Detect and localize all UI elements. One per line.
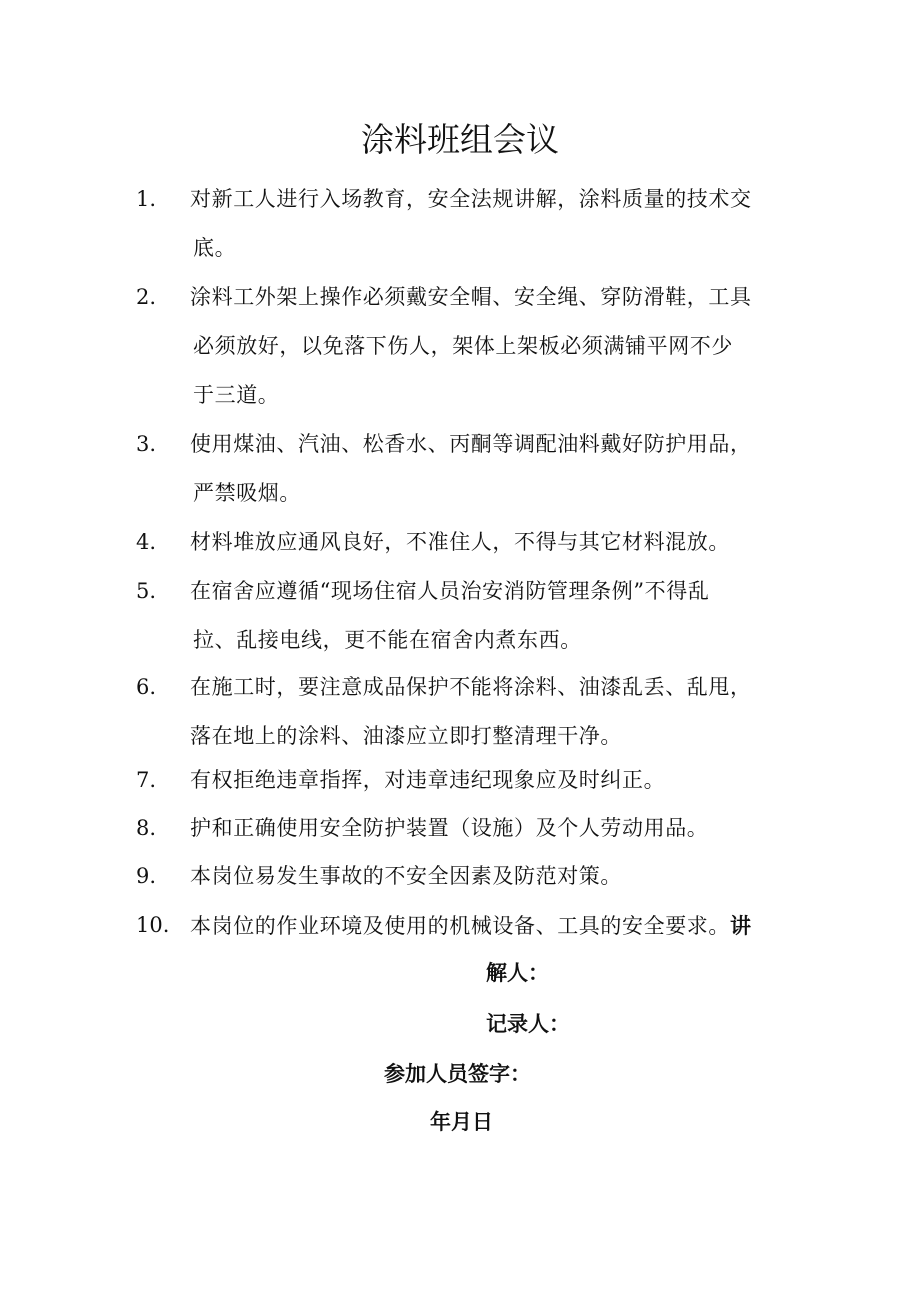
item-number: 9. <box>136 864 157 888</box>
item-number: 6. <box>136 675 157 699</box>
attendees-signature-label: 参加人员签字： <box>384 1061 531 1086</box>
item-number: 1. <box>136 187 157 211</box>
item-number: 7. <box>136 768 157 792</box>
item-text: 对新工人进行入场教育，安全法规讲解，涂料质量的技术交 底。 <box>190 187 752 260</box>
date-label: 年月日 <box>430 1109 493 1134</box>
lecturer-label: 解人： <box>486 960 549 985</box>
item-number: 3. <box>136 432 157 456</box>
item-text: 本岗位易发生事故的不安全因素及防范对策。 <box>190 864 622 888</box>
item-text: 使用煤油、汽油、松香水、丙酮等调配油料戴好防护用品， 严禁吸烟。 <box>190 432 752 505</box>
lecturer-prefix: 讲 <box>730 913 752 938</box>
page-title: 涂料班组会议 <box>361 120 559 159</box>
item-text: 材料堆放应通风良好，不准住人，不得与其它材料混放。 <box>190 530 730 554</box>
item-number: 8. <box>136 816 157 840</box>
item-number: 5. <box>136 579 157 603</box>
item-text: 护和正确使用安全防护装置（设施）及个人劳动用品。 <box>190 816 709 840</box>
item-text: 本岗位的作业环境及使用的机械设备、工具的安全要求。讲 <box>190 913 752 938</box>
item-text: 有权拒绝违章指挥，对违章违纪现象应及时纠正。 <box>190 768 666 792</box>
item-text: 涂料工外架上操作必须戴安全帽、安全绳、穿防滑鞋，工具 必须放好，以免落下伤人，架体上架板必须满铺平网不少 于三道。 <box>190 285 752 407</box>
item-text: 在施工时，要注意成品保护不能将涂料、油漆乱丢、乱甩， 落在地上的涂料、油漆应立即打整清理干净。 <box>190 675 752 748</box>
item-text: 在宿舍应遵循“现场住宿人员治安消防管理条例”不得乱 拉、乱接电线，更不能在宿舍内煮东西。 <box>190 579 710 652</box>
item-number: 10. <box>136 913 170 937</box>
item-number: 4. <box>136 530 157 554</box>
recorder-label: 记录人： <box>486 1011 570 1036</box>
item-number: 2. <box>136 285 157 309</box>
